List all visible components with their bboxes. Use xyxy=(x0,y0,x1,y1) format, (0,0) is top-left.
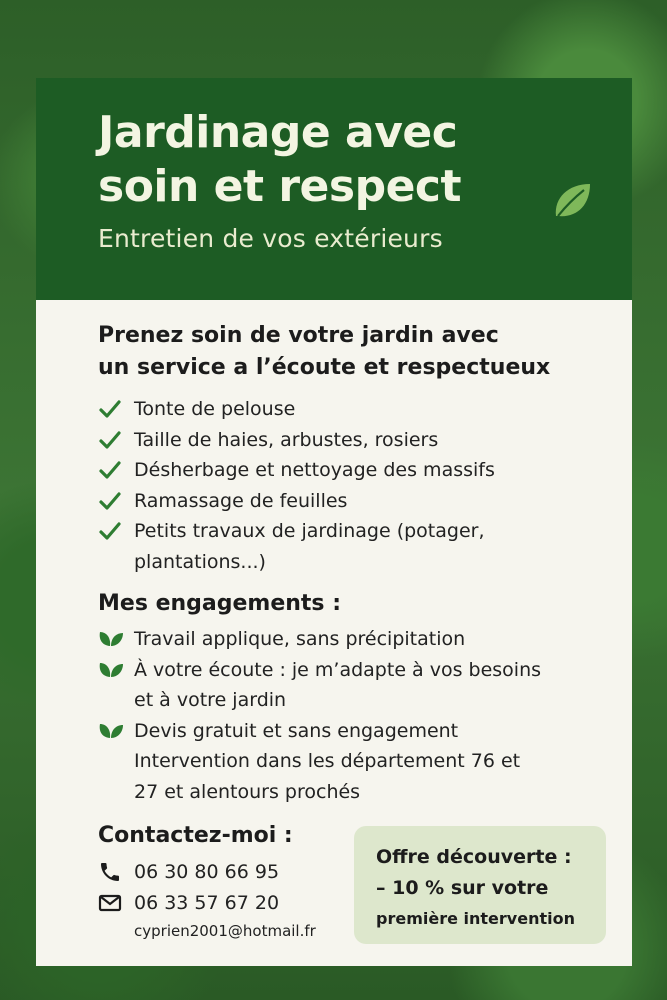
email-address[interactable]: cyprien2001@hotmail.fr xyxy=(134,922,316,940)
engagement-label-cont: Intervention dans les département 76 et xyxy=(134,750,521,772)
check-icon xyxy=(98,394,134,425)
engagement-label: Travail applique, sans précipitation xyxy=(134,628,466,650)
leaf-bullet-icon xyxy=(98,655,134,686)
intro-line-2: un service a l’écoute et respectueux xyxy=(98,355,551,380)
title-line-1: Jardinage avec xyxy=(98,107,458,158)
engagement-label-cont: et à votre jardin xyxy=(134,689,287,711)
title-line-2: soin et respect xyxy=(98,161,462,212)
check-icon xyxy=(98,455,134,486)
intro-text xyxy=(98,320,632,384)
service-item xyxy=(98,394,632,425)
check-icon xyxy=(98,486,134,517)
service-item xyxy=(98,425,632,456)
leaf-icon xyxy=(550,178,594,222)
phone-number: 06 30 80 66 95 xyxy=(134,860,280,883)
check-icon xyxy=(98,425,134,456)
phone-icon xyxy=(98,860,134,884)
service-label: Désherbage et nettoyage des massifs xyxy=(134,459,495,481)
engagements-list xyxy=(98,624,632,807)
intro-line-1: Prenez soin de votre jardin avec xyxy=(98,323,499,348)
check-icon xyxy=(98,516,134,547)
engagement-item xyxy=(98,655,632,716)
envelope-icon xyxy=(98,893,134,913)
offer-line-1: Offre découverte : xyxy=(376,846,572,868)
service-item xyxy=(98,455,632,486)
services-list xyxy=(98,394,632,577)
engagements-title: Mes engagements : xyxy=(98,591,341,616)
offer-line-3: première intervention xyxy=(376,909,575,928)
flyer-header xyxy=(36,78,632,300)
flyer-card xyxy=(36,78,632,966)
service-item xyxy=(98,516,632,577)
flyer-subtitle: Entretien de vos extérieurs xyxy=(98,224,443,253)
contact-title: Contactez-moi : xyxy=(98,823,293,848)
engagement-label: Devis gratuit et sans engagement xyxy=(134,719,459,742)
engagement-item xyxy=(98,716,632,808)
offer-box xyxy=(354,826,606,944)
message-number: 06 33 57 67 20 xyxy=(134,891,280,914)
service-item xyxy=(98,486,632,517)
service-label: Ramassage de feuilles xyxy=(134,489,348,512)
service-label-cont: plantations...) xyxy=(134,550,266,573)
engagement-label-cont-2: 27 et alentours prochés xyxy=(134,780,361,803)
leaf-bullet-icon xyxy=(98,716,134,747)
service-label: Taille de haies, arbustes, rosiers xyxy=(134,428,439,451)
engagement-label: À votre écoute : je m’adapte à vos besoins xyxy=(134,658,542,681)
service-label: Tonte de pelouse xyxy=(134,398,296,420)
offer-line-2: – 10 % sur votre xyxy=(376,877,549,899)
service-label: Petits travaux de jardinage (potager, xyxy=(134,520,485,542)
leaf-bullet-icon xyxy=(98,624,134,655)
engagement-item xyxy=(98,624,632,655)
